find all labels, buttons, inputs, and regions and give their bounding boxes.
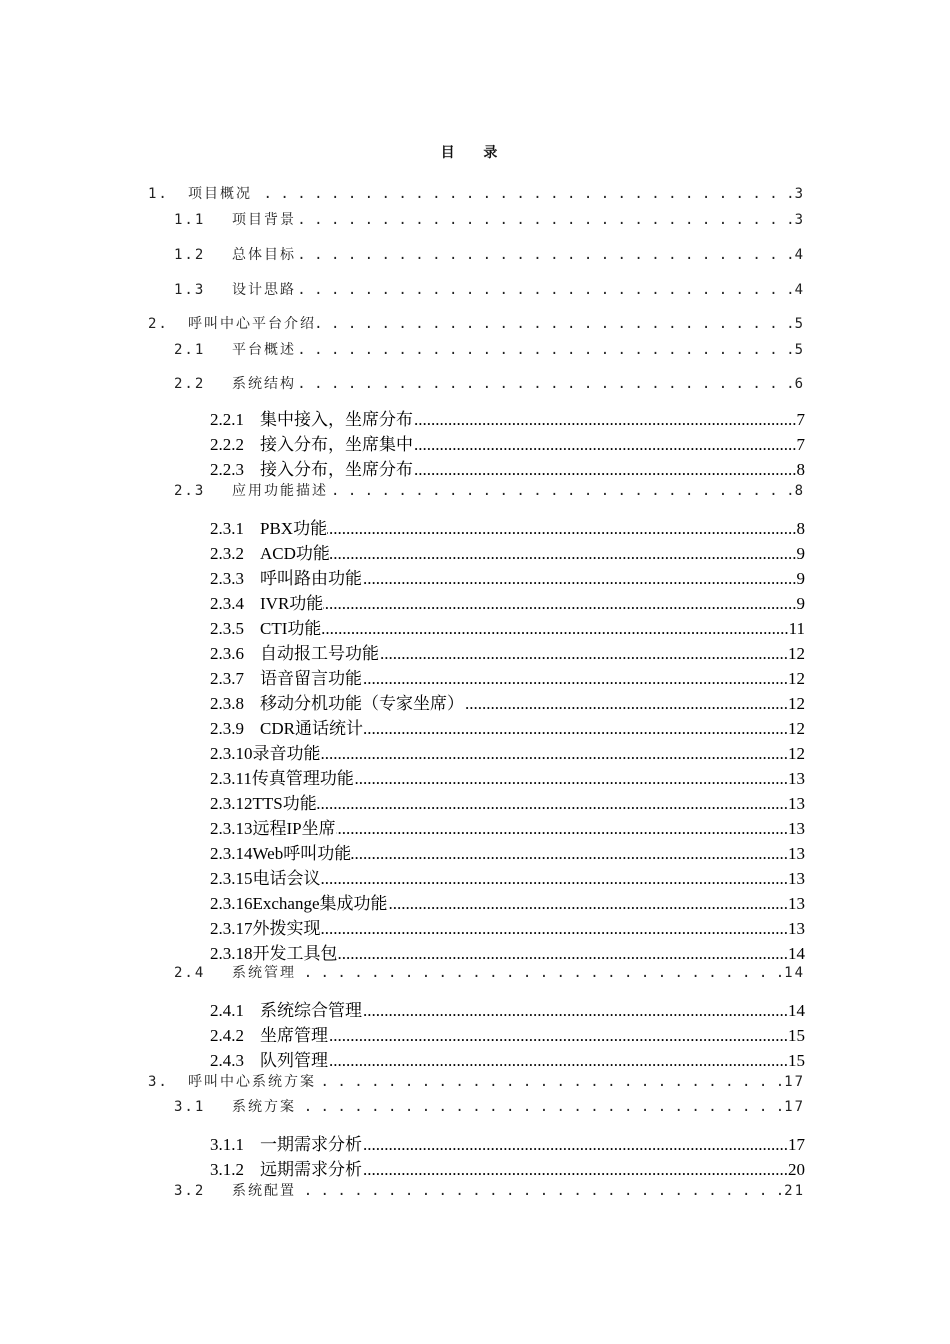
- toc-entry-title: 接入分布，坐席分布: [260, 460, 413, 479]
- toc-entry-number: 2.3.6: [210, 644, 244, 663]
- toc-dot-leader: [413, 460, 797, 480]
- toc-entry-page: 14: [784, 965, 805, 981]
- toc-entry-title: 传真管理功能: [251, 769, 354, 788]
- toc-entry-title: 呼叫中心系统方案: [188, 1074, 316, 1090]
- toc-entry-title: 呼叫中心平台介绍: [188, 316, 316, 332]
- toc-entry[interactable]: [210, 714, 805, 739]
- toc-entry-page: 8: [796, 519, 805, 538]
- toc-dot-leader: [362, 1001, 788, 1021]
- toc-entry-number: 2.3.9: [210, 719, 244, 738]
- toc-dot-leader: [338, 944, 789, 964]
- toc-entry-page: 12: [788, 644, 805, 663]
- toc-heading: 目 录: [440, 145, 510, 161]
- toc-entry-page: 17: [784, 1099, 805, 1115]
- toc-entry-page: 8: [794, 483, 805, 499]
- toc-entry-page: 11: [788, 619, 805, 638]
- toc-entry-page: 13: [788, 819, 805, 838]
- toc-entry-page: 6: [794, 376, 805, 392]
- toc-dot-leader: [321, 744, 789, 764]
- toc-entry[interactable]: [210, 1021, 805, 1046]
- toc-entry-page: 15: [788, 1051, 805, 1070]
- toc-dot-leader: [464, 694, 788, 714]
- toc-entry-title: 项目概况: [188, 186, 252, 202]
- toc-entry-page: 15: [788, 1026, 805, 1045]
- toc-dot-leader: [351, 844, 788, 864]
- toc-entry[interactable]: [210, 914, 805, 939]
- toc-entry-page: 3: [794, 186, 805, 202]
- toc-entry-title: 队列管理: [260, 1051, 328, 1070]
- toc-dot-leader: [327, 519, 796, 539]
- toc-entry[interactable]: [210, 1130, 805, 1155]
- toc-entry[interactable]: [210, 839, 805, 864]
- toc-entry-page: 4: [794, 282, 805, 298]
- toc-dot-leader: [328, 483, 795, 499]
- toc-dot-leader: [363, 719, 788, 739]
- toc-entry-number: 2.3.16: [210, 894, 253, 913]
- toc-entry-number: 1.: [148, 186, 169, 202]
- toc-entry-number: 2.3.15: [210, 869, 253, 888]
- toc-entry[interactable]: [210, 739, 805, 764]
- toc-entry-page: 12: [788, 694, 805, 713]
- toc-dot-leader: [330, 544, 797, 564]
- toc-entry[interactable]: [210, 589, 805, 614]
- toc-entry-number: 3.1: [174, 1099, 206, 1115]
- toc-entry-number: 1.3: [174, 282, 206, 298]
- toc-entry[interactable]: [210, 789, 805, 814]
- toc-entry-page: 20: [788, 1160, 805, 1179]
- toc-entry-page: 14: [788, 1001, 805, 1020]
- toc-entry-title: 坐席管理: [260, 1026, 328, 1045]
- toc-dot-leader: [362, 1160, 788, 1180]
- toc-entry-title: 自动报工号功能: [260, 644, 379, 663]
- toc-entry[interactable]: [210, 405, 805, 430]
- toc-dot-leader: [317, 794, 788, 814]
- toc-entry-number: 2.2: [174, 376, 206, 392]
- toc-entry-page: 14: [788, 944, 805, 963]
- toc-dot-leader: [323, 594, 796, 614]
- toc-entry[interactable]: [210, 614, 805, 639]
- toc-entry-page: 13: [788, 894, 805, 913]
- toc-entry-number: 2.3.1: [210, 519, 244, 538]
- toc-entry-number: 2.4.3: [210, 1051, 244, 1070]
- toc-entry-title: TTS功能: [252, 794, 317, 813]
- toc-entry[interactable]: [210, 689, 805, 714]
- toc-entry[interactable]: [174, 373, 805, 393]
- toc-entry-number: 1.1: [174, 212, 206, 228]
- toc-dot-leader: [316, 1074, 784, 1090]
- toc-entry-title: CDR通话统计: [260, 719, 363, 738]
- toc-entry-page: 17: [784, 1074, 805, 1090]
- toc-entry-title: 接入分布，坐席集中: [260, 435, 413, 454]
- toc-entry-number: 3.1.2: [210, 1160, 244, 1179]
- toc-entry[interactable]: [148, 1071, 805, 1091]
- toc-dot-leader: [379, 644, 788, 664]
- toc-dot-leader: [413, 435, 797, 455]
- toc-entry-title: 远程IP坐席: [252, 819, 336, 838]
- toc-entry[interactable]: [174, 279, 805, 299]
- toc-entry-number: 2.1: [174, 342, 206, 358]
- toc-entry-title: 开发工具包: [252, 944, 338, 963]
- toc-entry-title: 一期需求分析: [260, 1135, 362, 1154]
- toc-dot-leader: [336, 819, 788, 839]
- toc-entry-page: 13: [788, 919, 805, 938]
- toc-entry-title: PBX功能: [260, 519, 328, 538]
- toc-entry[interactable]: [174, 339, 805, 359]
- toc-entry-page: 8: [796, 460, 805, 479]
- toc-entry-number: 2.4: [174, 965, 206, 981]
- toc-entry-number: 1.2: [174, 247, 206, 263]
- toc-entry[interactable]: [210, 864, 805, 889]
- toc-dot-leader: [296, 1183, 784, 1199]
- toc-dot-leader: [362, 669, 788, 689]
- toc-dot-leader: [296, 282, 795, 298]
- toc-entry[interactable]: [210, 664, 805, 689]
- toc-entry-number: 2.3.12: [210, 794, 253, 813]
- toc-entry-number: 2.3.10: [210, 744, 253, 763]
- toc-entry-title: 系统配置: [232, 1183, 296, 1199]
- toc-entry-number: 2.3.11: [210, 769, 252, 788]
- toc-entry-number: 3.1.1: [210, 1135, 244, 1154]
- toc-entry-number: 2.3.18: [210, 944, 253, 963]
- toc-dot-leader: [388, 894, 788, 914]
- toc-entry-title: 系统管理: [232, 965, 296, 981]
- toc-entry[interactable]: [210, 939, 805, 964]
- toc-dot-leader: [328, 1026, 788, 1046]
- toc-entry-number: 2.3.2: [210, 544, 244, 563]
- toc-entry-number: 2.3.13: [210, 819, 253, 838]
- toc-entry[interactable]: [210, 430, 805, 455]
- toc-entry-page: 13: [788, 869, 805, 888]
- toc-entry-title: 平台概述: [232, 342, 296, 358]
- toc-entry-page: 5: [794, 342, 805, 358]
- toc-entry-title: 呼叫路由功能: [260, 569, 362, 588]
- toc-entry-page: 9: [796, 594, 805, 613]
- toc-entry[interactable]: [210, 564, 805, 589]
- toc-dot-leader: [296, 965, 784, 981]
- toc-entry-number: 2.4.2: [210, 1026, 244, 1045]
- toc-entry[interactable]: [210, 889, 805, 914]
- toc-dot-leader: [296, 247, 795, 263]
- toc-entry-page: 7: [796, 410, 805, 429]
- toc-entry-title: 设计思路: [232, 282, 296, 298]
- toc-entry-number: 2.3.17: [210, 919, 253, 938]
- toc-entry[interactable]: [174, 1180, 805, 1200]
- toc-entry-page: 13: [788, 794, 805, 813]
- toc-entry[interactable]: [210, 814, 805, 839]
- toc-entry[interactable]: [210, 1155, 805, 1180]
- toc-entry-page: 21: [784, 1183, 805, 1199]
- toc-entry-title: IVR功能: [260, 594, 324, 613]
- toc-entry-number: 2.2.2: [210, 435, 244, 454]
- toc-dot-leader: [316, 316, 795, 332]
- toc-entry[interactable]: [210, 455, 805, 480]
- toc-dot-leader: [321, 619, 788, 639]
- toc-entry-number: 2.3.14: [210, 844, 253, 863]
- toc-dot-leader: [328, 1051, 788, 1071]
- toc-dot-leader: [296, 1099, 784, 1115]
- toc-entry-title: 移动分机功能（专家坐席）: [260, 694, 464, 713]
- toc-entry[interactable]: [148, 183, 805, 203]
- toc-entry-page: 12: [788, 744, 805, 763]
- toc-entry-number: 2.3.3: [210, 569, 244, 588]
- toc-entry[interactable]: [148, 313, 805, 333]
- toc-entry[interactable]: [174, 962, 805, 982]
- toc-entry-title: Exchange集成功能: [252, 894, 388, 913]
- toc-entry-number: 2.2.3: [210, 460, 244, 479]
- toc-entry-page: 7: [796, 435, 805, 454]
- toc-dot-leader: [362, 569, 797, 589]
- toc-entry-number: 2.: [148, 316, 169, 332]
- toc-dot-leader: [362, 1135, 788, 1155]
- toc-dot-leader: [413, 410, 797, 430]
- toc-entry-page: 5: [794, 316, 805, 332]
- toc-entry[interactable]: [174, 244, 805, 264]
- toc-dot-leader: [296, 376, 795, 392]
- toc-entry[interactable]: [210, 639, 805, 664]
- toc-entry-page: 9: [796, 544, 805, 563]
- toc-entry-page: 12: [788, 669, 805, 688]
- toc-entry-title: 电话会议: [252, 869, 321, 888]
- toc-entry-number: 2.4.1: [210, 1001, 244, 1020]
- toc-entry-title: ACD功能: [260, 544, 330, 563]
- toc-dot-leader: [321, 869, 789, 889]
- toc-entry[interactable]: [210, 996, 805, 1021]
- toc-dot-leader: [296, 342, 795, 358]
- toc-entry-number: 3.: [148, 1074, 169, 1090]
- toc-entry-title: 录音功能: [252, 744, 321, 763]
- toc-entry-page: 17: [788, 1135, 805, 1154]
- toc-entry-number: 2.3.8: [210, 694, 244, 713]
- toc-entry[interactable]: [210, 1046, 805, 1071]
- toc-entry-page: 13: [788, 769, 805, 788]
- toc-entry[interactable]: [174, 209, 805, 229]
- toc-entry[interactable]: [174, 1096, 805, 1116]
- toc-entry[interactable]: [210, 764, 805, 789]
- toc-entry-title: 系统结构: [232, 376, 296, 392]
- toc-entry-title: 项目背景: [232, 212, 296, 228]
- toc-entry-title: Web呼叫功能: [252, 844, 352, 863]
- toc-entry[interactable]: [210, 539, 805, 564]
- toc-entry-title: 语音留言功能: [260, 669, 362, 688]
- toc-entry-page: 3: [794, 212, 805, 228]
- toc-entry-number: 2.2.1: [210, 410, 244, 429]
- toc-entry-number: 2.3: [174, 483, 206, 499]
- toc-entry-number: 3.2: [174, 1183, 206, 1199]
- toc-dot-leader: [252, 186, 795, 202]
- toc-entry-title: 总体目标: [232, 247, 296, 263]
- toc-entry[interactable]: [174, 480, 805, 500]
- toc-entry-page: 9: [796, 569, 805, 588]
- toc-entry[interactable]: [210, 514, 805, 539]
- toc-entry-number: 2.3.4: [210, 594, 244, 613]
- toc-entry-page: 13: [788, 844, 805, 863]
- toc-entry-title: 系统方案: [232, 1099, 296, 1115]
- toc-entry-title: CTI功能: [260, 619, 322, 638]
- toc-entry-page: 12: [788, 719, 805, 738]
- toc-entry-title: 集中接入，坐席分布: [260, 410, 413, 429]
- toc-entry-title: 外拨实现: [252, 919, 321, 938]
- toc-dot-leader: [354, 769, 788, 789]
- toc-entry-title: 系统综合管理: [260, 1001, 362, 1020]
- toc-dot-leader: [321, 919, 789, 939]
- toc-dot-leader: [296, 212, 795, 228]
- toc-entry-title: 应用功能描述: [232, 483, 328, 499]
- toc-entry-page: 4: [794, 247, 805, 263]
- toc-entry-title: 远期需求分析: [260, 1160, 362, 1179]
- toc-entry-number: 2.3.7: [210, 669, 244, 688]
- toc-entry-number: 2.3.5: [210, 619, 244, 638]
